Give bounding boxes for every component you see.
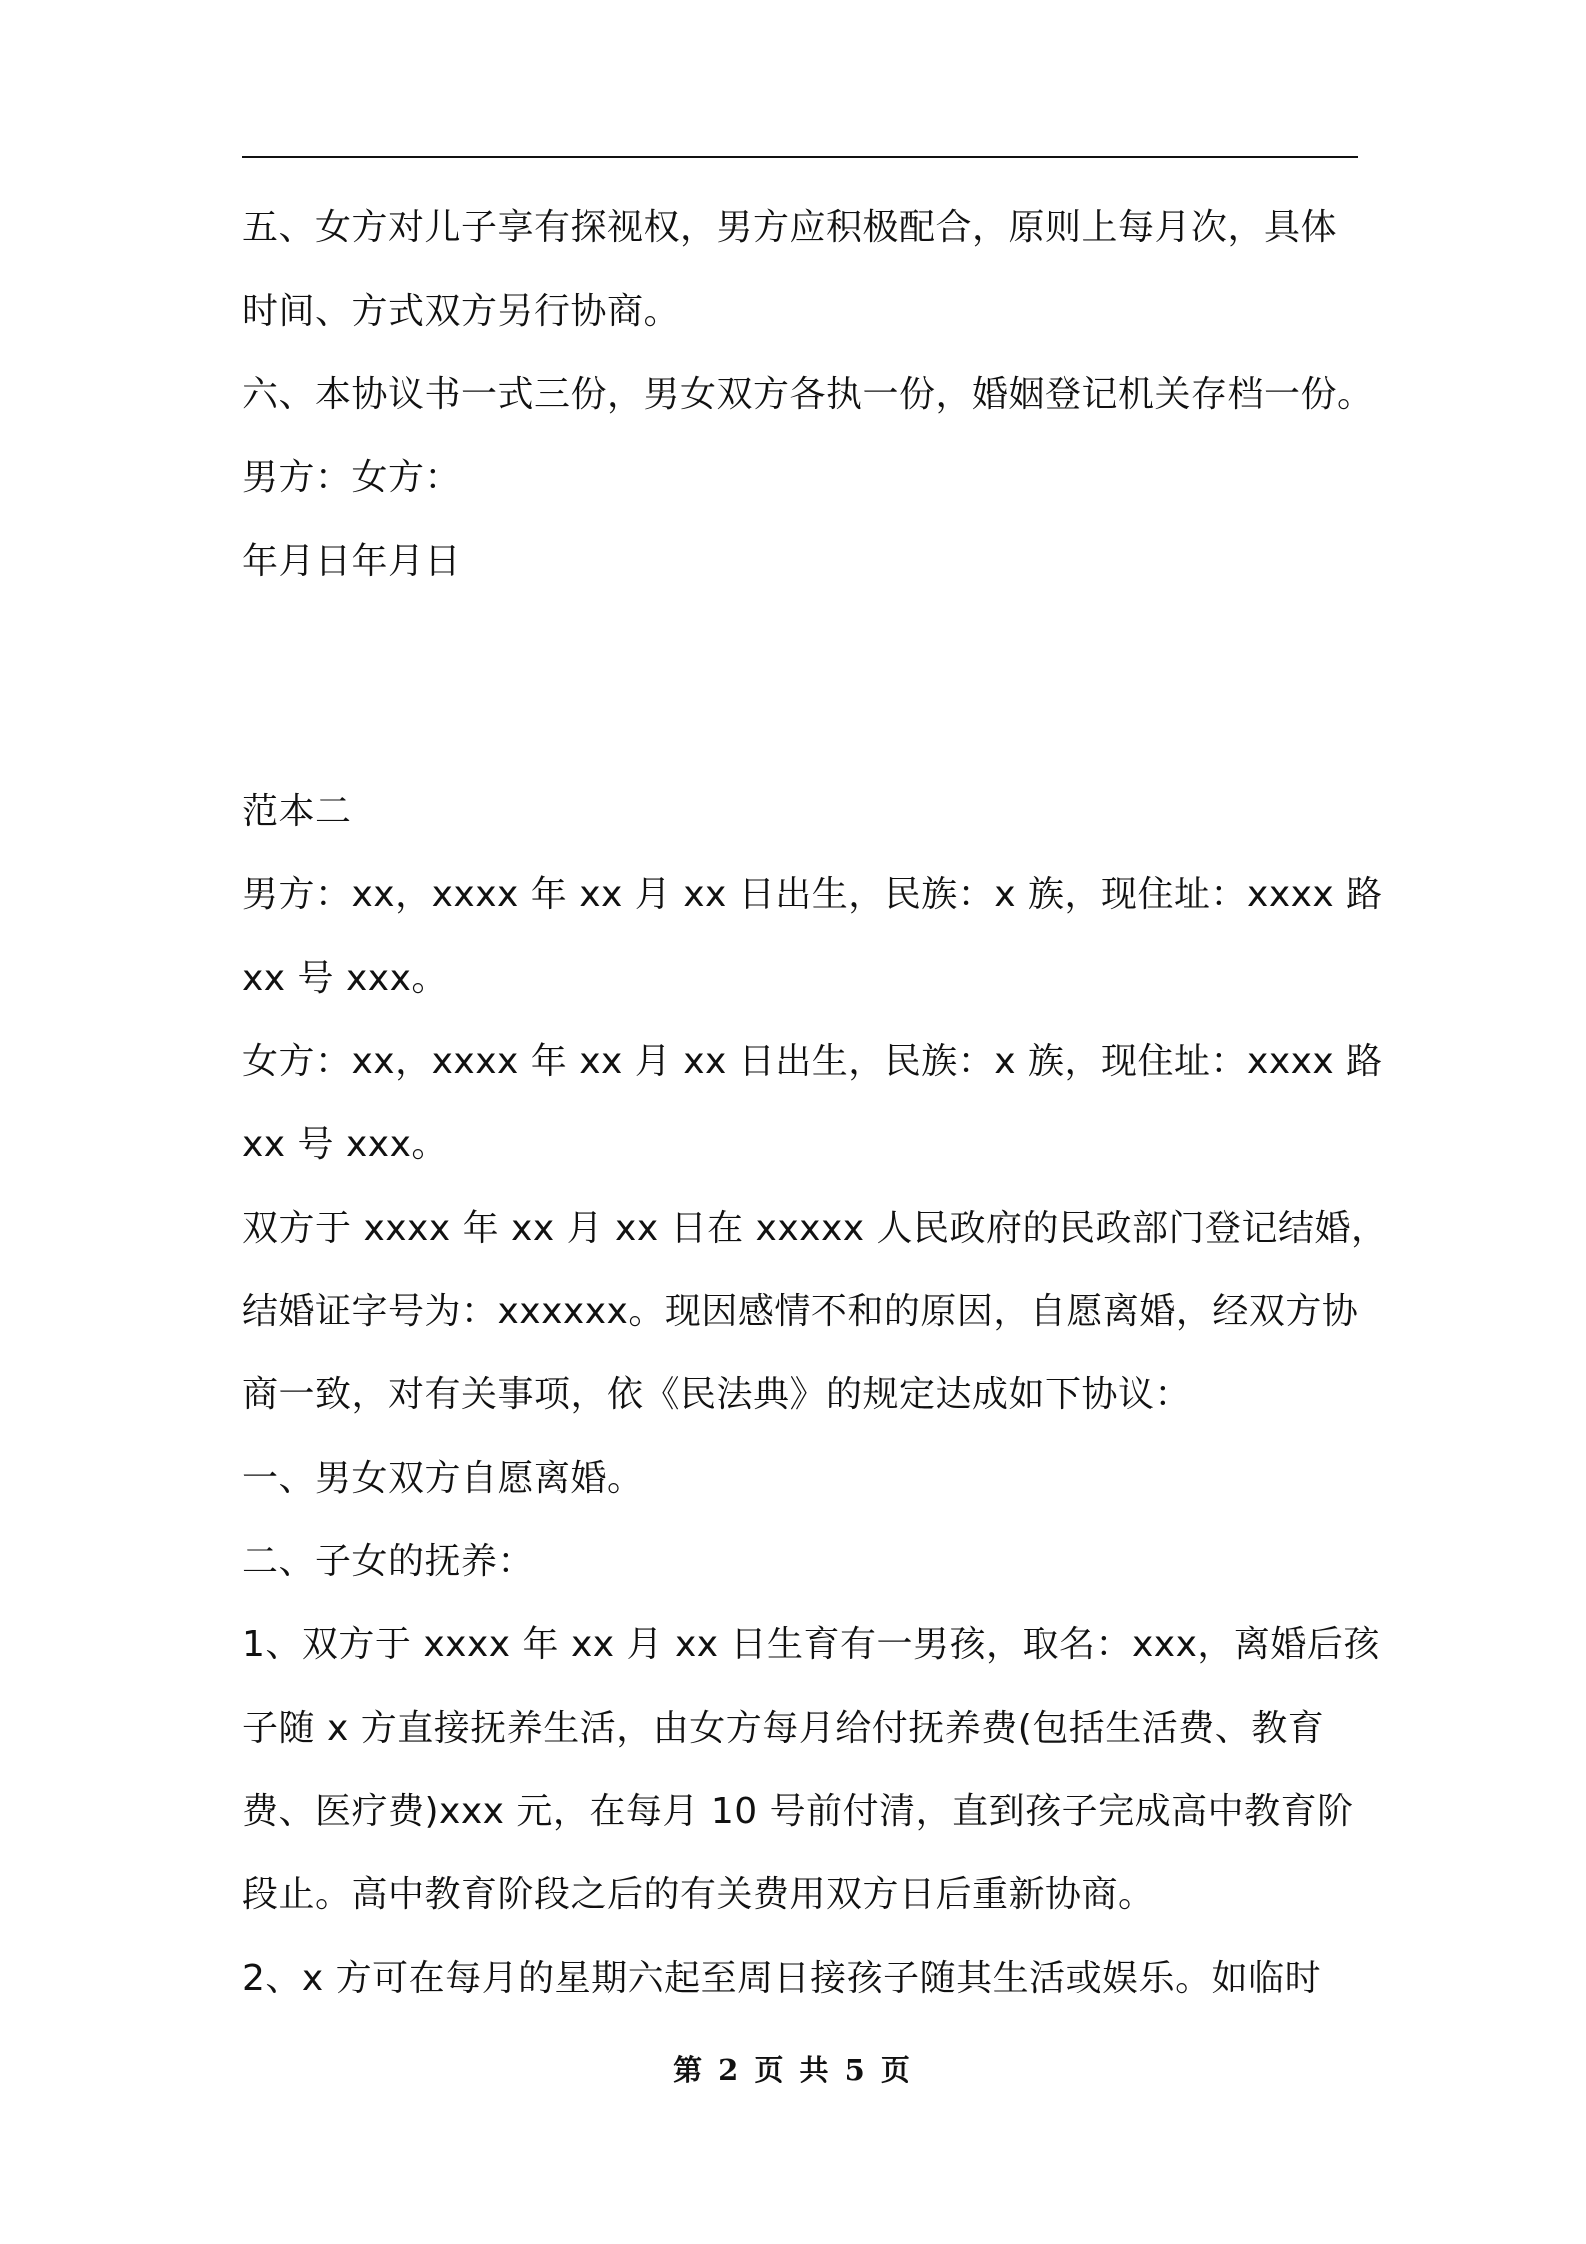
text-line: 1、双方于 xxxx 年 xx 月 xx 日生育有一男孩，取名：xxx，离婚后孩: [242, 1624, 1380, 1665]
text-line: 六、本协议书一式三份，男女双方各执一份，婚姻登记机关存档一份。: [242, 374, 1374, 415]
text-line: 双方于 xxxx 年 xx 月 xx 日在 xxxxx 人民政府的民政部门登记结婚，: [242, 1208, 1388, 1249]
text-line: 二、子女的抚养：: [242, 1541, 535, 1582]
text-line: 2、x 方可在每月的星期六起至周日接孩子随其生活或娱乐。如临时: [242, 1958, 1322, 1999]
text-line: 女方：xx，xxxx 年 xx 月 xx 日出生，民族：x 族，现住址：xxxx 路: [242, 1041, 1383, 1082]
text-line: 结婚证字号为：xxxxxx。现因感情不和的原因，自愿离婚，经双方协: [242, 1291, 1359, 1332]
text-line: xx 号 xxx。: [242, 958, 448, 999]
text-line: 一、男女双方自愿离婚。: [242, 1458, 644, 1499]
header-rule: [242, 156, 1358, 158]
text-line: 男方：女方：: [242, 457, 462, 498]
text-line: 商一致，对有关事项，依《民法典》的规定达成如下协议：: [242, 1374, 1192, 1415]
page-number: 第 2 页 共 5 页: [673, 2053, 913, 2087]
text-line: 时间、方式双方另行协商。: [242, 291, 681, 332]
text-line: 年月日年月日: [242, 541, 462, 582]
section-title: 范本二: [242, 791, 352, 832]
text-line: 男方：xx，xxxx 年 xx 月 xx 日出生，民族：x 族，现住址：xxxx 路: [242, 874, 1383, 915]
text-line: 段止。高中教育阶段之后的有关费用双方日后重新协商。: [242, 1874, 1155, 1915]
text-line: 子随 x 方直接抚养生活，由女方每月给付抚养费(包括生活费、教育: [242, 1708, 1325, 1749]
text-line: 费、医疗费)xxx 元，在每月 10 号前付清，直到孩子完成高中教育阶: [242, 1791, 1354, 1832]
text-line: 五、女方对儿子享有探视权，男方应积极配合，原则上每月次，具体: [242, 207, 1338, 248]
text-line: xx 号 xxx。: [242, 1124, 448, 1165]
